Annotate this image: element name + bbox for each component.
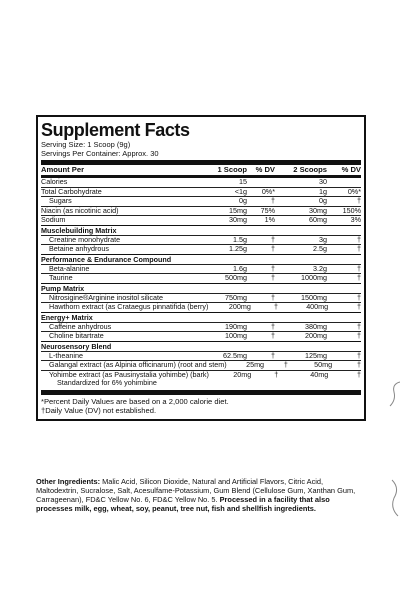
cell-c1: 62.5mg <box>223 350 247 360</box>
cell-name: Caffeine anhydrous <box>49 321 112 331</box>
section-header <box>41 225 361 235</box>
cell-name: Betaine anhydrous <box>49 244 109 253</box>
section-title: Energy+ Matrix <box>41 312 93 322</box>
cell-c4: † <box>357 321 361 331</box>
cell-c2: † <box>271 196 275 205</box>
cell-name: Creatine monohydrate <box>49 234 121 244</box>
header-2-scoops: 2 Scoops <box>293 165 327 174</box>
cell-c4: † <box>357 196 361 205</box>
cell-c4: † <box>357 263 361 273</box>
cell-c2: 1% <box>264 215 275 224</box>
table-row <box>41 178 361 187</box>
cell-c4: 3% <box>350 215 361 224</box>
cell-c1 <box>203 379 247 388</box>
cell-c4 <box>327 379 361 388</box>
header-dv-1: % DV <box>255 165 275 174</box>
cell-c3: 30 <box>319 177 327 186</box>
partial-curve-graphic-lower <box>388 478 400 518</box>
other-ingredients <box>36 477 366 513</box>
cell-c3: 380mg <box>305 321 327 331</box>
cell-name: Choline bitartrate <box>49 331 104 340</box>
cell-c2: † <box>271 321 275 331</box>
table-row <box>41 264 361 274</box>
cell-name: Sugars <box>49 196 72 205</box>
cell-c4: 0%* <box>347 186 361 196</box>
cell-name: Yohimbe extract (as Pausinystalia yohimbe) (bark) <box>49 369 209 379</box>
cell-c4: 150% <box>342 205 361 215</box>
cell-c3: 1g <box>319 186 327 196</box>
cell-name: Nitrosigine®Arginine inositol silicate <box>49 292 163 302</box>
cell-c1: <1g <box>234 186 247 196</box>
cell-c2: 0%* <box>261 186 275 196</box>
cell-c1: 500mg <box>225 273 247 282</box>
cell-c4: † <box>357 234 361 244</box>
ingredients-label: Other Ingredients: <box>36 477 101 486</box>
header-1-scoop: 1 Scoop <box>217 165 247 174</box>
table-row <box>41 322 361 332</box>
section-title: Musclebuilding Matrix <box>41 225 117 235</box>
cell-c2: † <box>283 360 288 369</box>
cell-c1: 100mg <box>225 331 247 340</box>
section-header <box>41 254 361 264</box>
section-header <box>41 283 361 293</box>
cell-name: Sodium <box>41 215 66 224</box>
cell-c1: 190mg <box>225 321 247 331</box>
cell-c3 <box>275 379 327 388</box>
cell-c3: 3.2g <box>313 263 327 273</box>
cell-c2: † <box>271 263 275 273</box>
table-row <box>41 273 361 283</box>
cell-c3: 2.5g <box>313 244 327 253</box>
cell-c2: † <box>271 350 275 360</box>
cell-c1: 20mg <box>233 369 252 379</box>
table-row <box>41 215 361 225</box>
cell-c1: 1.6g <box>233 263 247 273</box>
cell-c2: † <box>271 234 275 244</box>
table-row <box>41 196 361 206</box>
cell-c1: 200mg <box>228 302 251 311</box>
cell-c3: 3g <box>319 234 327 244</box>
cell-c3: 30mg <box>309 205 327 215</box>
cell-c2: † <box>271 292 275 302</box>
section-title: Performance & Endurance Compound <box>41 254 172 264</box>
cell-c3: 125mg <box>305 350 327 360</box>
table-row <box>41 244 361 254</box>
cell-c2 <box>247 379 275 388</box>
cell-c4 <box>327 178 361 187</box>
cell-c3: 60mg <box>309 215 327 224</box>
cell-c1: 0g <box>239 196 247 205</box>
allergen-statement: Processed in a facility that also processes milk, egg, wheat, soy, peanut, tree nut, fish and shellfish ingredients. <box>36 495 330 513</box>
cell-c2: † <box>274 369 279 379</box>
cell-c1: 30mg <box>229 215 247 224</box>
section-title: Neurosensory Blend <box>41 341 112 351</box>
cell-name: Total Carbohydrate <box>41 186 102 196</box>
cell-c3: 1000mg <box>301 273 327 282</box>
cell-c1: 1.25g <box>229 244 247 253</box>
table-row <box>41 293 361 303</box>
cell-name: Standardized for 6% yohimbine <box>57 378 157 387</box>
cell-c3: 40mg <box>310 369 329 379</box>
cell-name: Niacin (as nicotinic acid) <box>41 205 119 215</box>
servings-per-container: Servings Per Container: Approx. 30 <box>41 149 159 158</box>
cell-c2: 75% <box>260 205 275 215</box>
table-header <box>41 165 361 175</box>
header-dv-2: % DV <box>341 165 361 174</box>
header-amount-per: Amount Per <box>41 165 85 174</box>
cell-c4: † <box>357 360 361 369</box>
table-row <box>41 351 361 361</box>
cell-c1: 25mg <box>246 360 265 369</box>
footnote-dv-not-established: †Daily Value (DV) not established. <box>41 405 157 415</box>
cell-c3: 0g <box>319 196 327 205</box>
cell-c4: † <box>357 369 361 379</box>
table-row <box>41 360 361 370</box>
cell-c3: 200mg <box>305 331 327 340</box>
cell-c4: † <box>357 331 361 340</box>
section-header <box>41 312 361 322</box>
cell-name: Hawthorn extract (as Crataegus pinnatifida (berry) <box>49 302 209 311</box>
cell-c2: † <box>273 302 278 311</box>
cell-name: L-theanine <box>49 350 83 360</box>
cell-name: Galangal extract (as Alpinia officinarum) (root and stem) <box>49 360 227 369</box>
footnote-percent-dv: *Percent Daily Values are based on a 2,000 calorie diet. <box>41 396 229 406</box>
cell-c2: † <box>271 273 275 282</box>
section-header <box>41 341 361 351</box>
panel-title: Supplement Facts <box>41 120 190 140</box>
cell-c4: † <box>357 350 361 360</box>
cell-c4: † <box>357 244 361 253</box>
table-row <box>41 379 361 388</box>
section-title: Pump Matrix <box>41 283 85 293</box>
cell-c1: 1.5g <box>233 234 247 244</box>
table-row <box>41 235 361 245</box>
cell-c2: † <box>271 244 275 253</box>
cell-c4: † <box>357 302 362 311</box>
table-row <box>41 206 361 216</box>
cell-c4: † <box>357 292 361 302</box>
table-row <box>41 331 361 341</box>
cell-c1: 750mg <box>225 292 247 302</box>
cell-c1: 15mg <box>229 205 247 215</box>
cell-c3: 1500mg <box>301 292 327 302</box>
cell-c1: 15 <box>239 177 247 186</box>
cell-c4: † <box>357 273 361 282</box>
table-row <box>41 302 361 312</box>
cell-c3: 400mg <box>306 302 329 311</box>
cell-c3: 50mg <box>314 360 333 369</box>
supplement-facts-panel <box>36 115 366 421</box>
partial-curve-graphic <box>388 380 400 420</box>
table-row <box>41 187 361 197</box>
cell-name: Beta-alanine <box>49 263 90 273</box>
cell-name: Taurine <box>49 273 73 282</box>
ingredients-text: Malic Acid, Silicon Dioxide, Natural and Artificial Flavors, Citric Acid, Maltodextrin, Sucralose, Salt, Acesulfame-Potassium, Gum Blend (Cellulose Gum, Xanthan Gum, Carrageenan), FD&C Yellow No. 6, FD&C Yellow No. 5. <box>36 477 356 504</box>
serving-size: Serving Size: 1 Scoop (9g) <box>41 140 131 149</box>
cell-c2 <box>247 178 275 187</box>
nutrient-table <box>41 178 361 388</box>
cell-name: Calories <box>41 177 68 186</box>
cell-c2: † <box>271 331 275 340</box>
